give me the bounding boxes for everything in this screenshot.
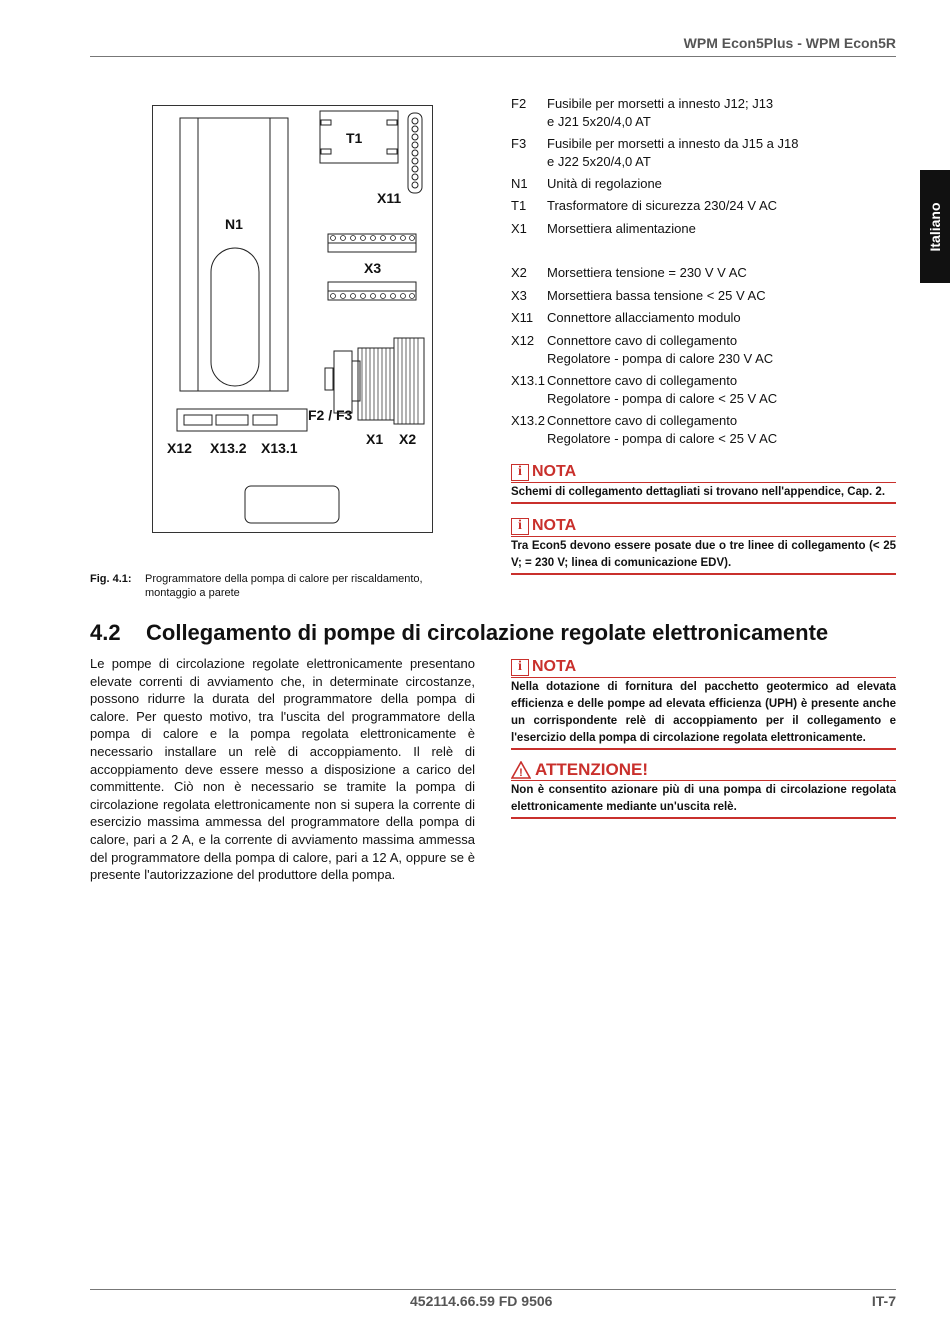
footer-divider bbox=[90, 1289, 896, 1290]
warning-triangle-icon bbox=[511, 761, 531, 779]
legend-code: F3 bbox=[511, 136, 527, 151]
legend-code: X13.2 bbox=[511, 413, 545, 428]
note-box bbox=[511, 463, 896, 504]
legend-text-cont: Regolatore - pompa di calore 230 V AC bbox=[547, 350, 774, 366]
legend-code: T1 bbox=[511, 198, 527, 213]
note-divider bbox=[511, 482, 896, 483]
note-divider bbox=[511, 536, 896, 537]
note-title: NOTA bbox=[532, 463, 577, 480]
legend-item bbox=[511, 220, 696, 238]
legend-item bbox=[511, 175, 662, 193]
note-title: NOTA bbox=[532, 517, 577, 534]
legend-text: Connettore cavo di collegamento bbox=[547, 413, 738, 428]
legend-text: Morsettiera alimentazione bbox=[547, 221, 696, 236]
language-tab bbox=[920, 170, 950, 283]
legend-item bbox=[511, 332, 773, 367]
figure-number: Fig. 4.1: bbox=[90, 573, 132, 585]
label-x3: X3 bbox=[364, 260, 382, 276]
section-title: Collegamento di pompe di circolazione regolate elettronicamente bbox=[146, 620, 829, 645]
legend-code: F2 bbox=[511, 96, 527, 111]
label-x2: X2 bbox=[399, 431, 417, 447]
label-x1: X1 bbox=[366, 431, 384, 447]
figure-caption-text: Programmatore della pompa di calore per riscaldamento, bbox=[145, 573, 423, 585]
note-divider bbox=[511, 748, 896, 750]
legend-text: Connettore cavo di collegamento bbox=[547, 373, 738, 388]
header-divider bbox=[90, 56, 896, 57]
legend-code: X1 bbox=[511, 221, 527, 236]
legend-text: Morsettiera bassa tensione < 25 V AC bbox=[547, 288, 766, 303]
label-x12: X12 bbox=[167, 440, 192, 456]
legend-item bbox=[511, 95, 773, 130]
language-tab-label: Italiano bbox=[927, 201, 943, 252]
info-icon: i bbox=[511, 659, 529, 676]
legend-text: Fusibile per morsetti a innesto da J15 a J18 bbox=[547, 136, 799, 151]
label-x13-2: X13.2 bbox=[210, 440, 247, 456]
label-f2-f3: F2 / F3 bbox=[308, 407, 353, 423]
legend-code: X11 bbox=[511, 310, 534, 325]
legend-item bbox=[511, 264, 747, 282]
legend-item bbox=[511, 309, 741, 327]
legend-text: Connettore allacciamento modulo bbox=[547, 310, 741, 325]
section-number: 4.2 bbox=[90, 620, 121, 645]
legend-text-cont: e J21 5x20/4,0 AT bbox=[547, 113, 651, 129]
info-icon: i bbox=[511, 518, 529, 535]
legend-text: Trasformatore di sicurezza 230/24 V AC bbox=[547, 198, 778, 213]
footer-document-number: 452114.66.59 FD 9506 bbox=[410, 1293, 553, 1309]
legend-code: X3 bbox=[511, 288, 527, 303]
note-divider bbox=[511, 677, 896, 678]
warning-title: ATTENZIONE! bbox=[535, 760, 649, 779]
legend-text-cont: e J22 5x20/4,0 AT bbox=[547, 153, 651, 169]
document-header-title: WPM Econ5Plus - WPM Econ5R bbox=[683, 35, 896, 51]
legend-text: Connettore cavo di collegamento bbox=[547, 333, 738, 348]
section-heading bbox=[90, 620, 828, 646]
legend-item bbox=[511, 287, 766, 305]
note-divider bbox=[511, 573, 896, 575]
note-divider bbox=[511, 502, 896, 504]
warning-divider bbox=[511, 817, 896, 819]
controller-diagram bbox=[152, 105, 433, 533]
legend-code: X13.1 bbox=[511, 373, 545, 388]
note-title: NOTA bbox=[532, 658, 577, 675]
legend-code: N1 bbox=[511, 176, 528, 191]
label-x13-1: X13.1 bbox=[261, 440, 298, 456]
note-text: Schemi di collegamento dettagliati si trovano nell'appendice, Cap. 2. bbox=[511, 486, 886, 498]
figure-caption-text-cont: montaggio a parete bbox=[145, 587, 240, 599]
footer-page-number: IT-7 bbox=[871, 1293, 896, 1309]
legend-text-cont: Regolatore - pompa di calore < 25 V AC bbox=[547, 430, 778, 446]
warning-divider bbox=[511, 780, 896, 781]
section-body-text: Le pompe di circolazione regolate elettronicamente presentano elevate correnti di avviamento che, in determinate circostanze, possono ridurre la durata del programmatore della pompa di calore. Per questo motivo, tra l'uscita del programmatore della pompa di calore e la pompa regolata elettronicamente è necessario installare un relè di accoppiamento. Il relè di accoppiamento deve essere messo a disposizione a carico del committente. Ciò non è necessario se tramite la pompa di circolazione regolata elettronicamente non si supera la corrente di esercizio massima ammessa del programmatore della pompa di calore, pari a 2 A, e la corrente di avviamento massima ammessa del programmatore della pompa di calore, pari a 12 A, oppure se è presente l'autorizzazione del produttore della pompa. bbox=[90, 656, 475, 883]
figure-caption bbox=[90, 572, 423, 600]
note-box bbox=[511, 517, 896, 575]
warning-mark: ! bbox=[519, 767, 523, 779]
warning-text: Non è consentito azionare più di una pompa di circolazione regolata elettronicamente mediante un'uscita relè. bbox=[511, 784, 896, 813]
legend-text-cont: Regolatore - pompa di calore < 25 V AC bbox=[547, 390, 778, 406]
info-icon: i bbox=[511, 464, 529, 481]
label-n1: N1 bbox=[225, 216, 243, 232]
legend-text: Morsettiera tensione = 230 V V AC bbox=[547, 265, 747, 280]
legend-item bbox=[511, 135, 798, 170]
legend-code: X2 bbox=[511, 265, 527, 280]
legend-item bbox=[511, 372, 777, 407]
legend-text: Unità di regolazione bbox=[547, 176, 662, 191]
note-text: Nella dotazione di fornitura del pacchetto geotermico ad elevata efficienza e delle pompe ad elevata efficienza (UPH) è presente anche un corrispondente relè di accoppiamento per il collegamento e l'esercizio della pompa di circolazione regolata elettronicamente. bbox=[511, 681, 896, 744]
label-t1: T1 bbox=[346, 130, 363, 146]
note-box bbox=[511, 658, 896, 750]
legend-item bbox=[511, 412, 777, 447]
warning-box bbox=[511, 761, 896, 819]
diagram-drawing bbox=[153, 106, 434, 534]
label-x11: X11 bbox=[377, 190, 402, 206]
note-text: Tra Econ5 devono essere posate due o tre linee di collegamento (< 25 V; = 230 V; linea di comunicazione EDV). bbox=[511, 540, 896, 569]
legend-item bbox=[511, 197, 777, 215]
legend-text: Fusibile per morsetti a innesto J12; J13 bbox=[547, 96, 774, 111]
legend-code: X12 bbox=[511, 333, 535, 348]
